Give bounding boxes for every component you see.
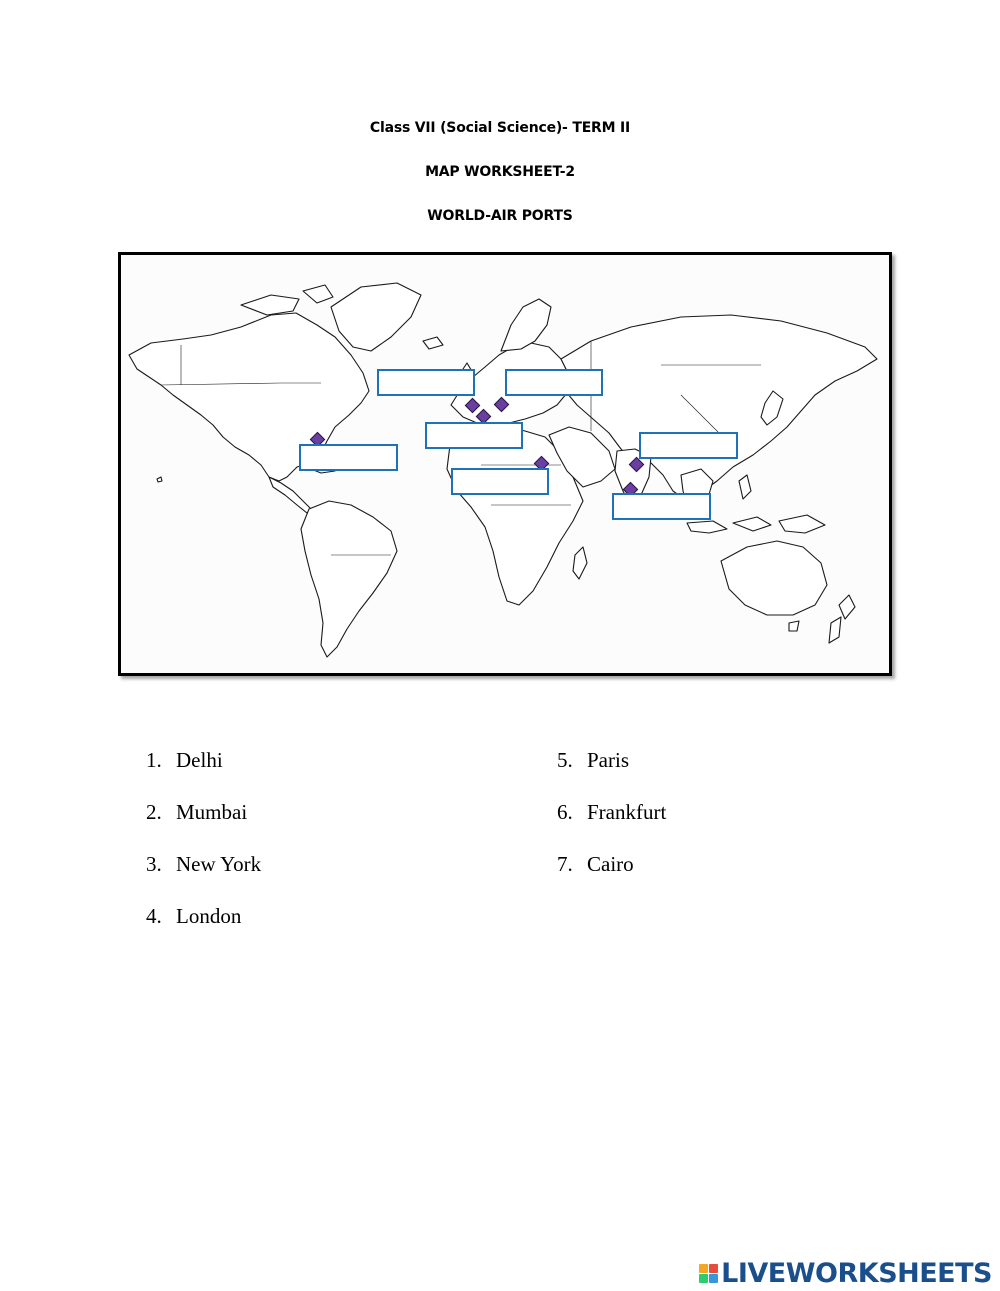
answer-box-paris[interactable]: [425, 422, 523, 449]
list-item-label: New York: [176, 852, 262, 876]
liveworksheets-logo[interactable]: [699, 1257, 992, 1289]
worksheet-topic: WORLD-AIR PORTS: [427, 208, 573, 224]
list-item: [557, 800, 666, 825]
list-item-number: 5.: [557, 748, 573, 772]
list-item-number: 1.: [146, 748, 162, 772]
central-america-shape: [269, 477, 311, 513]
liveworksheets-logo-text: LIVEWORKSHEETS: [721, 1257, 992, 1289]
world-map: [118, 252, 892, 676]
list-item-label: Mumbai: [176, 800, 248, 824]
worksheet-subtitle: MAP WORKSHEET-2: [425, 164, 575, 180]
answer-box-new-york[interactable]: [299, 444, 398, 471]
list-item-label: Frankfurt: [587, 800, 667, 824]
list-item: [146, 852, 261, 877]
answer-box-london[interactable]: [377, 369, 475, 396]
list-item: [146, 904, 241, 929]
list-item-label: Cairo: [587, 852, 634, 876]
list-item-number: 7.: [557, 852, 573, 876]
australia-shape: [721, 541, 827, 615]
list-item-number: 2.: [146, 800, 162, 824]
list-item-number: 3.: [146, 852, 162, 876]
list-item: [146, 800, 247, 825]
list-item-number: 6.: [557, 800, 573, 824]
answer-box-mumbai[interactable]: [612, 493, 711, 520]
list-item: [557, 852, 634, 877]
scandinavia-shape: [501, 299, 551, 351]
arctic-islands-shape: [241, 295, 299, 315]
indonesia-shape: [687, 521, 727, 533]
world-map-outline: [121, 255, 889, 673]
south-america-shape: [301, 501, 397, 657]
new-zealand-shape: [839, 595, 855, 619]
greenland-shape: [331, 283, 421, 351]
list-item: [146, 748, 223, 773]
answer-box-cairo[interactable]: [451, 468, 549, 495]
list-item-label: Paris: [587, 748, 629, 772]
worksheet-class-title: Class VII (Social Science)- TERM II: [369, 120, 631, 136]
liveworksheets-logo-icon: [699, 1264, 718, 1283]
list-item: [557, 748, 629, 773]
list-item-number: 4.: [146, 904, 162, 928]
madagascar-shape: [573, 547, 587, 579]
list-item-label: London: [176, 904, 242, 928]
answer-box-delhi[interactable]: [639, 432, 738, 459]
list-item-label: Delhi: [176, 748, 223, 772]
answer-box-frankfurt[interactable]: [505, 369, 603, 396]
